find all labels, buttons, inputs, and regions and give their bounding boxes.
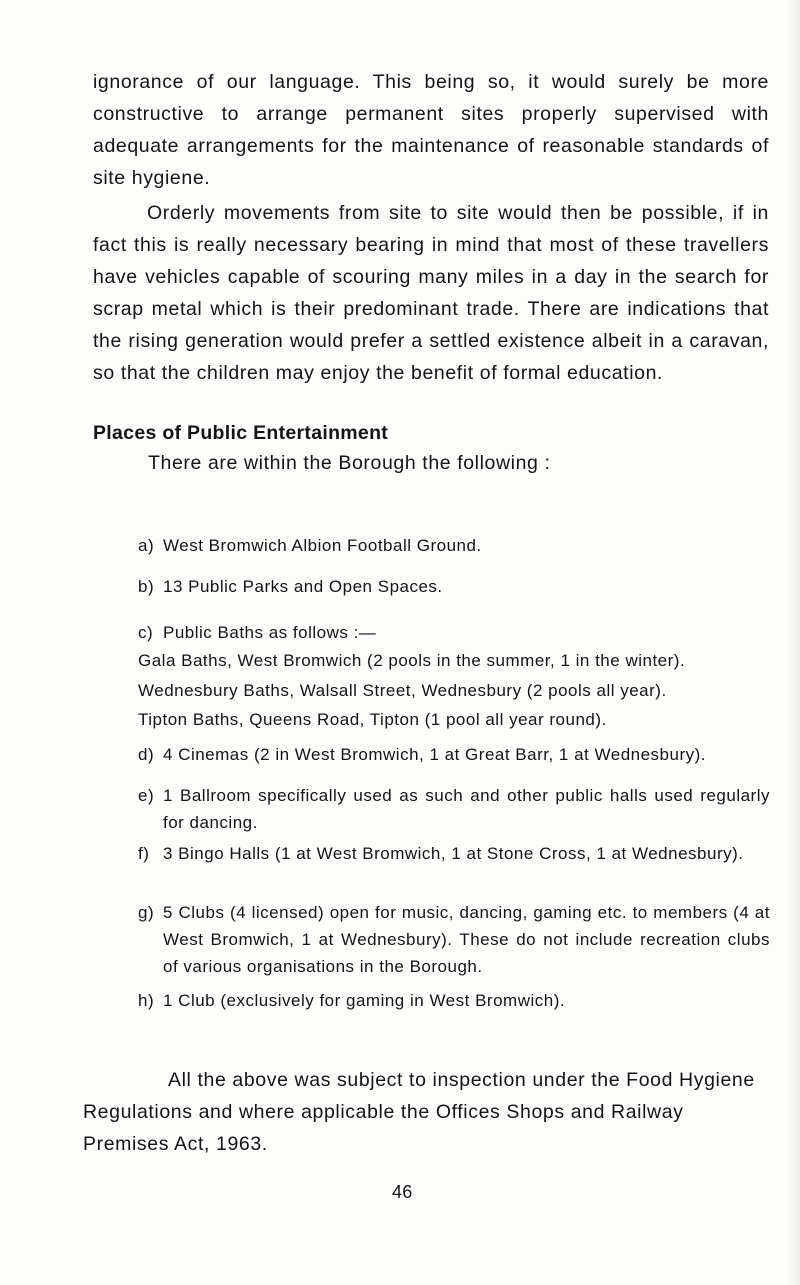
list-item-g — [138, 899, 770, 980]
paragraph-orderly-movements — [93, 197, 769, 389]
list-item-text: 5 Clubs (4 licensed) open for music, dancing, gaming etc. to members (4 at West Bromwich, 1 at Wednesbury). These do not include recreation clubs of various organisations in the Borough. — [163, 903, 770, 976]
list-marker: c) — [138, 623, 154, 642]
list-item-d — [138, 741, 770, 768]
section-intro: There are within the Borough the following : — [148, 452, 551, 474]
list-marker: d) — [138, 745, 155, 764]
list-marker: b) — [138, 577, 155, 596]
list-item-text: 1 Ballroom specifically used as such and other public halls used regularly for dancing. — [163, 786, 770, 832]
list-item-f — [138, 840, 770, 867]
list-item-h — [138, 987, 770, 1014]
list-marker: h) — [138, 991, 155, 1010]
page-number: 46 — [392, 1182, 413, 1202]
list-item-text: 3 Bingo Halls (1 at West Bromwich, 1 at Stone Cross, 1 at Wednesbury). — [163, 844, 744, 863]
list-item-c — [138, 619, 770, 646]
list-marker: a) — [138, 536, 155, 555]
list-item-text: West Bromwich Albion Football Ground. — [163, 536, 482, 555]
baths-line-wednesbury: Wednesbury Baths, Walsall Street, Wednesbury (2 pools all year). — [138, 681, 667, 700]
baths-line-tipton: Tipton Baths, Queens Road, Tipton (1 pool all year round). — [138, 710, 607, 729]
paragraph-orderly-movements-text: Orderly movements from site to site would then be possible, if in fact this is really necessary bearing in mind that most of these travellers have vehicles capable of scouring many miles in a day in the search for scrap metal which is their predominant trade. There are indications that the rising generation would prefer a settled existence albeit in a caravan, so that the children may enjoy the benefit of formal education. — [93, 202, 769, 384]
list-marker: f) — [138, 844, 150, 863]
paragraph-closing — [83, 1064, 768, 1160]
paragraph-language-sites: ignorance of our language. This being so, it would surely be more constructive to arrange permanent sites properly supervised with adequate arrangements for the maintenance of reasonable standards of site hygiene. — [93, 71, 769, 189]
list-item-b — [138, 573, 770, 600]
list-item-e — [138, 782, 770, 836]
list-item-a — [138, 532, 770, 559]
list-item-text: 1 Club (exclusively for gaming in West Bromwich). — [163, 991, 566, 1010]
section-heading: Places of Public Entertainment — [93, 422, 389, 444]
list-marker: e) — [138, 786, 155, 805]
list-item-text: 13 Public Parks and Open Spaces. — [163, 577, 443, 596]
list-item-text: 4 Cinemas (2 in West Bromwich, 1 at Great Barr, 1 at Wednesbury). — [163, 745, 707, 764]
list-marker: g) — [138, 903, 155, 922]
baths-line-gala: Gala Baths, West Bromwich (2 pools in the summer, 1 in the winter). — [138, 651, 686, 670]
paragraph-closing-text: All the above was subject to inspection under the Food Hygiene Regulations and where applicable the Offices Shops and Railway Premises Act, 1963. — [83, 1069, 755, 1155]
list-item-text: Public Baths as follows :— — [163, 623, 377, 642]
